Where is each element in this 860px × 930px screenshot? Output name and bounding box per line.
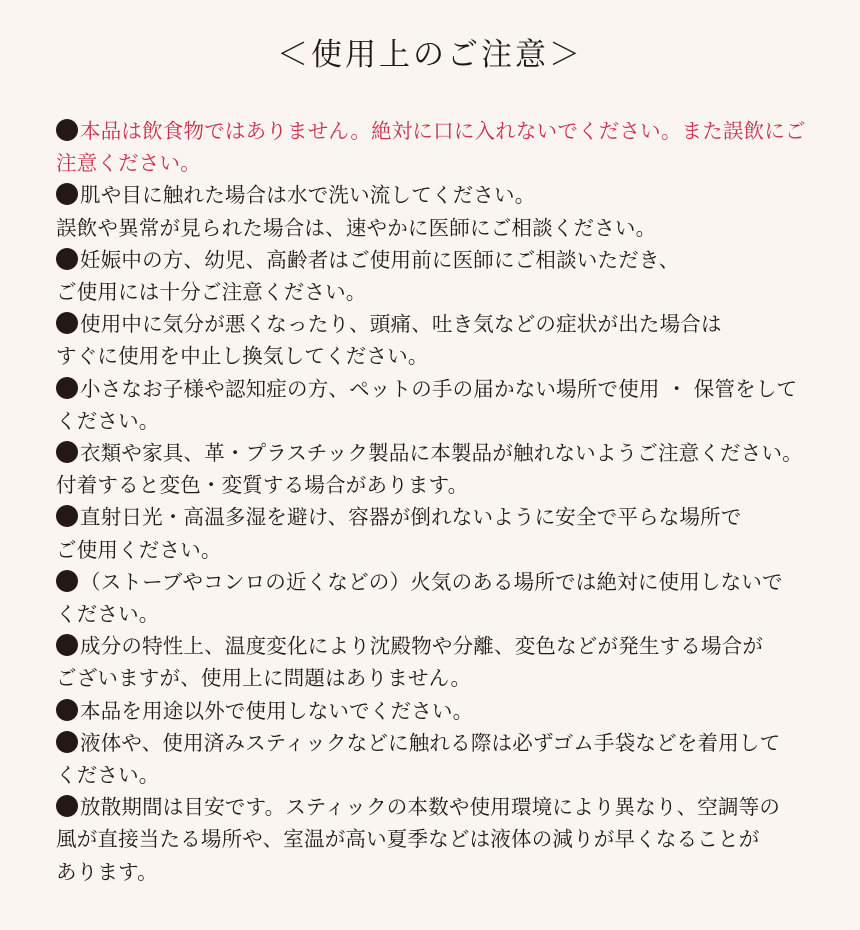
caution-text: ください。 xyxy=(56,763,160,788)
caution-text: 注意ください。 xyxy=(56,151,201,176)
caution-text: 本品を用途以外で使用しないでください。 xyxy=(80,698,474,723)
caution-text: 放散期間は目安です。スティックの本数や使用環境により異なり、空調等の xyxy=(80,795,781,820)
bullet-icon xyxy=(56,570,78,592)
bullet-icon xyxy=(56,183,78,205)
caution-text: 付着すると変色・変質する場合があります。 xyxy=(56,473,469,498)
caution-text: 本品は飲食物ではありません。絶対に口に入れないでください。また誤飲にご xyxy=(80,119,806,143)
bullet-icon xyxy=(56,312,78,334)
caution-list xyxy=(56,115,804,888)
caution-item-11 xyxy=(56,727,804,791)
bullet-icon xyxy=(56,699,78,721)
bullet-icon xyxy=(56,731,78,753)
caution-item-9 xyxy=(56,630,804,694)
caution-text: ください。 xyxy=(56,408,160,433)
caution-item-2 xyxy=(56,179,804,243)
caution-text: 肌や目に触れた場合は水で洗い流してください。 xyxy=(80,183,536,208)
bullet-icon xyxy=(56,505,78,527)
bullet-icon xyxy=(56,248,78,270)
caution-text: 成分の特性上、温度変化により沈殿物や分離、変色などが発生する場合が xyxy=(80,634,764,659)
caution-item-10 xyxy=(56,695,804,727)
caution-item-1 xyxy=(56,115,804,179)
caution-text: 液体や、使用済みスティックなどに触れる際は必ずゴム手袋などを着用して xyxy=(80,730,781,755)
caution-text: （ストーブやコンロの近くなどの）火気のある場所では絶対に使用しないで xyxy=(80,569,783,594)
caution-item-3 xyxy=(56,244,804,308)
caution-text: ご使用ください。 xyxy=(56,537,222,562)
bullet-icon xyxy=(56,119,78,141)
caution-item-5 xyxy=(56,373,804,437)
bullet-icon xyxy=(56,441,78,463)
caution-item-7 xyxy=(56,501,804,565)
caution-text: 妊娠中の方、幼児、高齢者はご使用前に医師にご相談いただき、 xyxy=(80,247,680,272)
caution-text: あります。 xyxy=(56,859,158,884)
caution-text: ご使用には十分ご注意ください。 xyxy=(56,280,367,305)
caution-text: 直射日光・高温多湿を避け、容器が倒れないように安全で平らな場所で xyxy=(80,505,742,530)
caution-text: 小さなお子様や認知症の方、ペットの手の届かない場所で使用 ・ 保管をして xyxy=(80,376,798,401)
bullet-icon xyxy=(56,634,78,656)
page-title: ＜使用上のご注意＞ xyxy=(277,37,583,73)
caution-text: 衣類や家具、革・プラスチック製品に本製品が触れないようご注意ください。 xyxy=(80,441,803,466)
caution-text: 風が直接当たる場所や、室温が高い夏季などは液体の減りが早くなることが xyxy=(56,827,760,852)
caution-item-4 xyxy=(56,308,804,372)
bullet-icon xyxy=(56,795,78,817)
caution-item-8 xyxy=(56,566,804,630)
caution-text: すぐに使用を中止し換気してください。 xyxy=(56,344,429,369)
caution-item-12 xyxy=(56,791,804,888)
bullet-icon xyxy=(56,377,78,399)
caution-text: 誤飲や異常が見られた場合は、速やかに医師にご相談ください。 xyxy=(56,215,657,240)
caution-text: 使用中に気分が悪くなったり、頭痛、吐き気などの症状が出た場合は xyxy=(80,312,722,337)
caution-text: ございますが、使用上に問題はありません。 xyxy=(56,666,472,691)
caution-text: ください。 xyxy=(56,602,160,627)
caution-item-6 xyxy=(56,437,804,501)
